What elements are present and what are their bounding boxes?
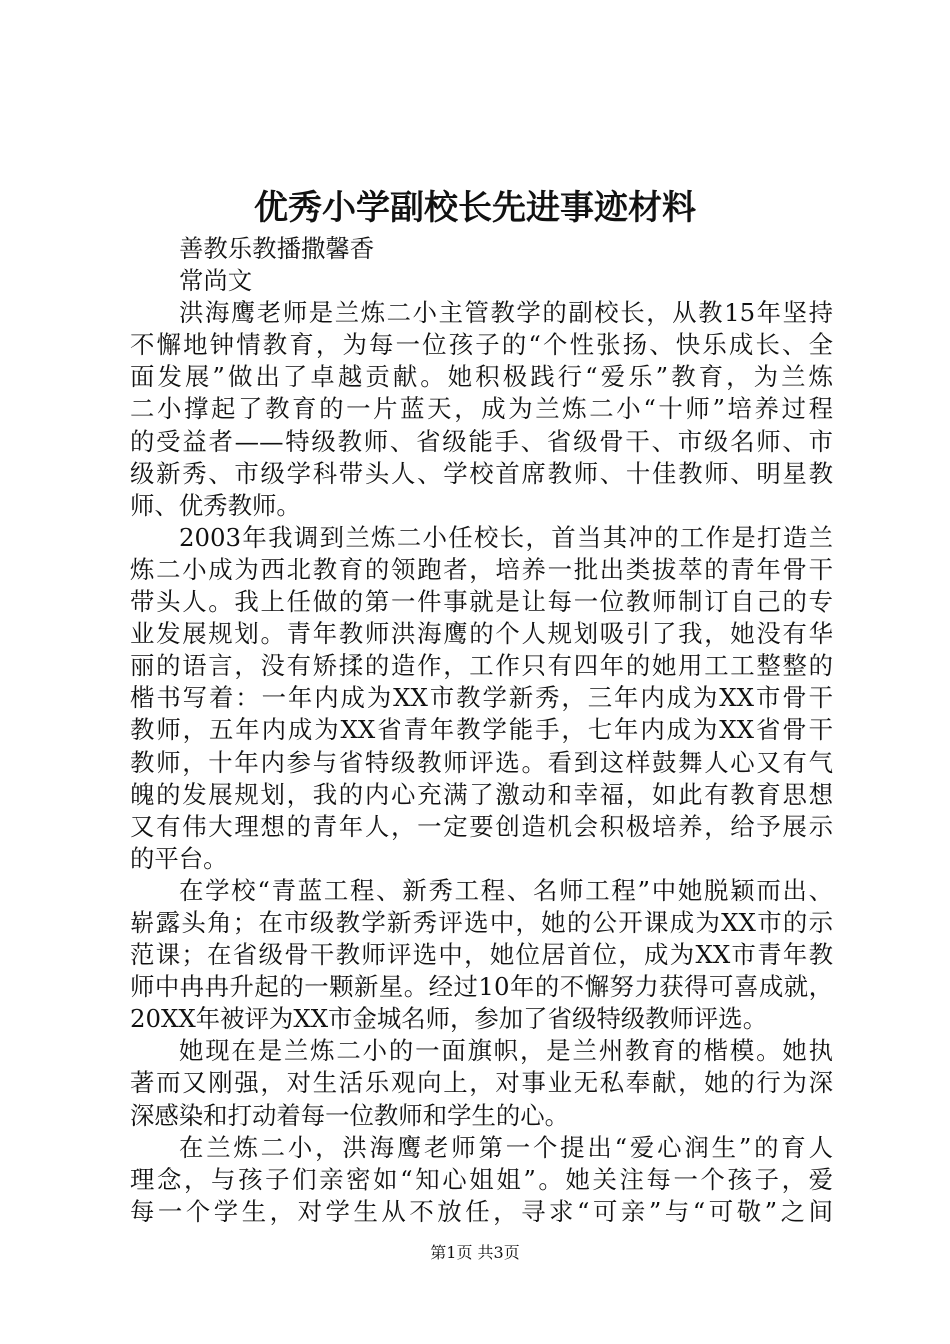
text-line: 崭露头角；在市级教学新秀评选中，她的公开课成为XX市的示 (130, 907, 833, 937)
text-line: 范课；在省级骨干教师评选中，她位居首位，成为XX市青年教 (130, 940, 833, 970)
text-line: 每一个学生，对学生从不放任，寻求“可亲”与“可敬”之间 (130, 1196, 833, 1226)
text-line: 带头人。我上任做的第一件事就是让每一位教师制订自己的专 (130, 587, 833, 617)
paragraph-lines (130, 297, 833, 1228)
text-line: 炼二小成为西北教育的领跑者，培养一批出类拔萃的青年骨干 (130, 554, 833, 584)
text-line: 教师，十年内参与省特级教师评选。看到这样鼓舞人心又有气 (130, 747, 833, 777)
text-line: 师中冉冉升起的一颗新星。经过10年的不懈努力获得可喜成就， (130, 972, 833, 1002)
text-line: 魄的发展规划，我的内心充满了激动和幸福，如此有教育思想 (130, 779, 833, 809)
text-line: 在学校“青蓝工程、新秀工程、名师工程”中她脱颖而出、 (179, 875, 833, 905)
text-line: 师、优秀教师。 (130, 490, 301, 520)
text-line: 又有伟大理想的青年人，一定要创造机会积极培养，给予展示 (130, 811, 833, 841)
text-line: 洪海鹰老师是兰炼二小主管教学的副校长，从教15年坚持 (179, 298, 833, 328)
text-line: 二小撑起了教育的一片蓝天，成为兰炼二小“十师”培养过程 (130, 394, 833, 424)
text-line: 丽的语言，没有矫揉的造作，工作只有四年的她用工工整整的 (130, 651, 833, 681)
text-line: 理念，与孩子们亲密如“知心姐姐”。她关注每一个孩子，爱 (130, 1164, 833, 1194)
page-footer: 第1页 共3页 (430, 1243, 520, 1262)
text-line: 2003年我调到兰炼二小任校长，首当其冲的工作是打造兰 (179, 522, 833, 552)
text-line: 的受益者——特级教师、省级能手、省级骨干、市级名师、市 (130, 426, 833, 456)
text-line: 教师，五年内成为XX省青年教学能手，七年内成为XX省骨干 (130, 715, 833, 745)
page-title: 优秀小学副校长先进事迹材料 (254, 188, 696, 228)
document-body (130, 233, 833, 1228)
text-line: 业发展规划。青年教师洪海鹰的个人规划吸引了我，她没有华 (130, 619, 833, 649)
text-line: 著而又刚强，对生活乐观向上，对事业无私奉献，她的行为深 (130, 1068, 833, 1098)
text-line: 楷书写着：一年内成为XX市教学新秀，三年内成为XX市骨干 (130, 683, 833, 713)
subtitle: 善教乐教播撒馨香 (179, 234, 375, 263)
text-line: 在兰炼二小，洪海鹰老师第一个提出“爱心润生”的育人 (179, 1132, 833, 1162)
text-line: 深感染和打动着每一位教师和学生的心。 (130, 1100, 570, 1130)
text-line: 不懈地钟情教育，为每一位孩子的“个性张扬、快乐成长、全 (130, 330, 833, 360)
text-line: 的平台。 (130, 843, 228, 873)
author: 常尚文 (179, 266, 253, 296)
text-line: 20XX年被评为XX市金城名师，参加了省级特级教师评选。 (130, 1004, 768, 1034)
text-line: 级新秀、市级学科带头人、学校首席教师、十佳教师、明星教 (130, 458, 833, 488)
text-line: 面发展”做出了卓越贡献。她积极践行“爱乐”教育，为兰炼 (130, 362, 833, 392)
text-line: 她现在是兰炼二小的一面旗帜，是兰州教育的楷模。她执 (179, 1036, 833, 1066)
